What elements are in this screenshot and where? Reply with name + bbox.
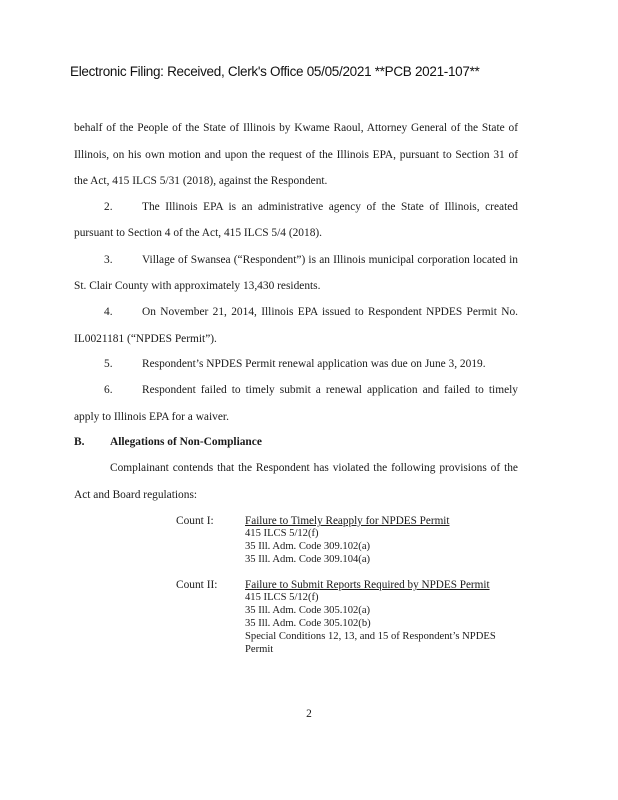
count-citation: 35 Ill. Adm. Code 305.102(b) [245, 618, 371, 629]
paragraph-line: the Act, 415 ILCS 5/31 (2018), against the Respondent. [74, 175, 328, 187]
paragraph-line: pursuant to Section 4 of the Act, 415 ILCS 5/4 (2018). [74, 227, 323, 239]
paragraph-line: Respondent failed to timely submit a renewal application and failed to timely [142, 384, 518, 396]
count-label: Count I: [176, 515, 214, 527]
paragraph-number: 3. [104, 254, 113, 266]
paragraph-line: IL0021181 (“NPDES Permit”). [74, 333, 217, 345]
count-title: Failure to Submit Reports Required by NPDES Permit [245, 579, 490, 591]
count-citation: 35 Ill. Adm. Code 309.104(a) [245, 554, 371, 565]
paragraph-number: 6. [104, 384, 113, 396]
count-citation: 35 Ill. Adm. Code 305.102(a) [245, 605, 371, 616]
paragraph-line: apply to Illinois EPA for a waiver. [74, 411, 229, 423]
paragraph-line: On November 21, 2014, Illinois EPA issued to Respondent NPDES Permit No. [142, 306, 518, 318]
paragraph-line: behalf of the People of the State of Illinois by Kwame Raoul, Attorney General of the State of [74, 122, 518, 134]
count-citation: Permit [245, 644, 274, 655]
paragraph-number: 2. [104, 201, 113, 213]
count-citation: 415 ILCS 5/12(f) [245, 528, 319, 539]
count-citation: Special Conditions 12, 13, and 15 of Respondent’s NPDES [245, 631, 496, 642]
paragraph-number: 4. [104, 306, 113, 318]
paragraph-line: Respondent’s NPDES Permit renewal application was due on June 3, 2019. [142, 358, 486, 370]
section-letter: B. [74, 436, 85, 448]
paragraph-line: Complainant contends that the Respondent has violated the following provisions of the [110, 462, 518, 474]
paragraph-line: St. Clair County with approximately 13,430 residents. [74, 280, 321, 292]
paragraph-number: 5. [104, 358, 113, 370]
paragraph-line: Illinois, on his own motion and upon the request of the Illinois EPA, pursuant to Section 31 of [74, 149, 518, 161]
paragraph-line: The Illinois EPA is an administrative agency of the State of Illinois, created [142, 201, 518, 213]
paragraph-line: Village of Swansea (“Respondent”) is an Illinois municipal corporation located in [142, 254, 518, 266]
paragraph-line: Act and Board regulations: [74, 489, 198, 501]
section-heading: Allegations of Non-Compliance [110, 436, 262, 448]
count-citation: 35 Ill. Adm. Code 309.102(a) [245, 541, 371, 552]
count-citation: 415 ILCS 5/12(f) [245, 592, 319, 603]
page-number: 2 [306, 708, 312, 720]
filing-header: Electronic Filing: Received, Clerk's Office 05/05/2021 **PCB 2021-107** [70, 64, 480, 79]
count-label: Count II: [176, 579, 218, 591]
count-title: Failure to Timely Reapply for NPDES Permit [245, 515, 450, 527]
